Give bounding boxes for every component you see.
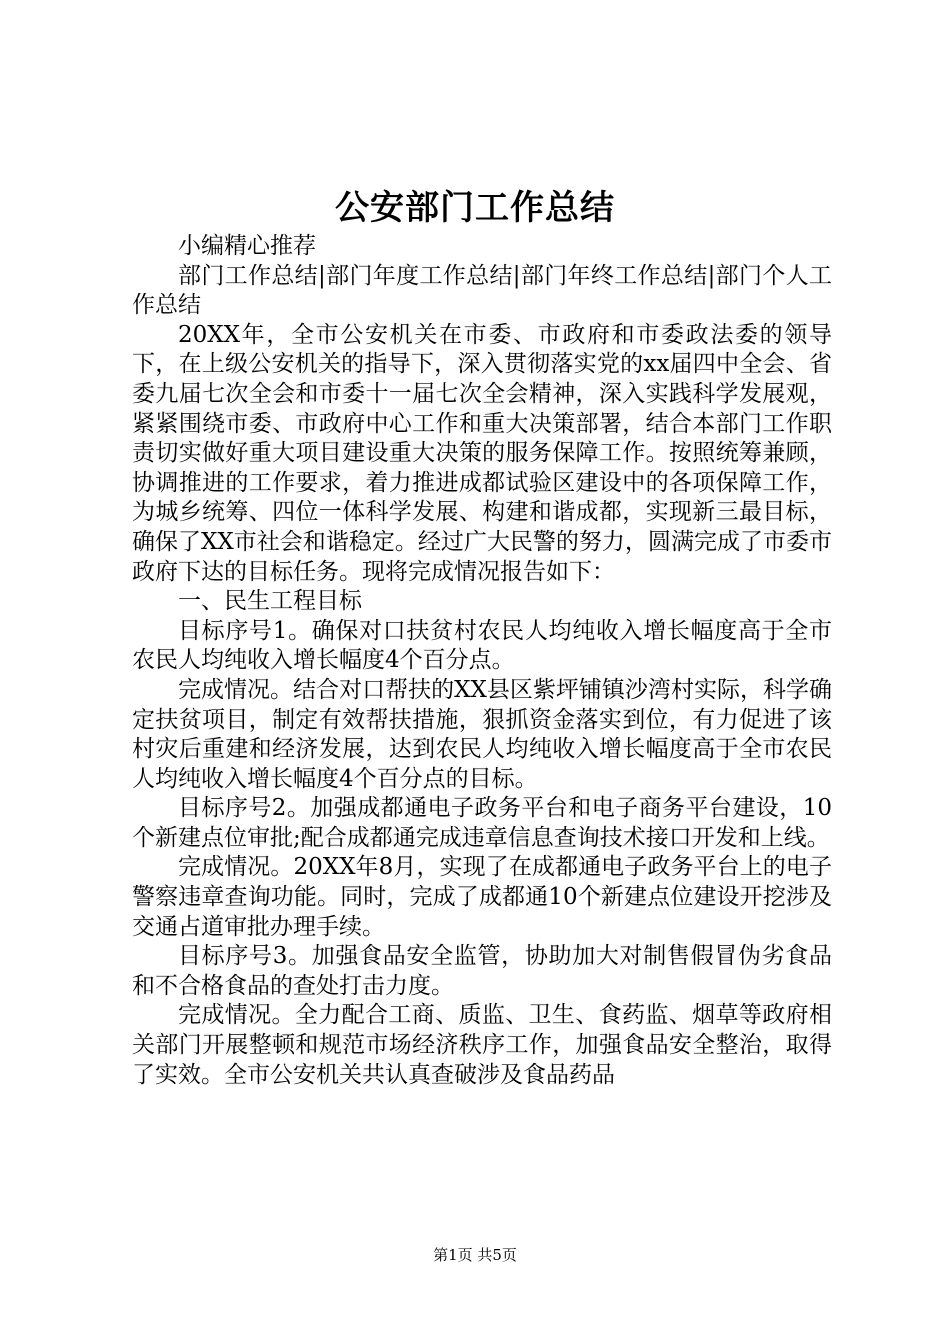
- paragraph-related-links: 部门工作总结|部门年度工作总结|部门年终工作总结|部门个人工作总结: [132, 262, 832, 319]
- paragraph-intro: 20XX年，全市公安机关在市委、市政府和市委政法委的领导下，在上级公安机关的指导下，深入贯彻落实党的xx届四中全会、省委九届七次全会和市委十一届七次全会精神，深入实践科学发展观，紧紧围绕市委、市政府中心工作和重大决策部署，结合本部门工作职责切实做好重大项目建设重大决策的服务保障工作。按照统筹兼顾，协调推进的工作要求，着力推进成都试验区建设中的各项保障工作，为城乡统筹、四位一体科学发展、构建和谐成都，实现新三最目标，确保了XX市社会和谐稳定。经过广大民警的努力，圆满完成了市委市政府下达的目标任务。现将完成情况报告如下：: [132, 321, 832, 585]
- paragraph-result-1: 完成情况。结合对口帮扶的XX县区紫坪铺镇沙湾村实际，科学确定扶贫项目，制定有效帮扶措施，狠抓资金落实到位，有力促进了该村灾后重建和经济发展，达到农民人均纯收入增长幅度高于全市农民人均纯收入增长幅度4个百分点的目标。: [132, 676, 832, 792]
- paragraph-result-3: 完成情况。全力配合工商、质监、卫生、食药监、烟草等政府相关部门开展整顿和规范市场经济秩序工作，加强食品安全整治，取得了实效。全市公安机关共认真查破涉及食品药品: [132, 1002, 832, 1088]
- paragraph-goal-3: 目标序号3。加强食品安全监管，协助加大对制售假冒伪劣食品和不合格食品的查处打击力度。: [132, 943, 832, 999]
- document-body: [132, 232, 832, 1090]
- paragraph-goal-1: 目标序号1。确保对口扶贫村农民人均纯收入增长幅度高于全市农民人均纯收入增长幅度4个百分点。: [132, 617, 832, 674]
- paragraph-result-2: 完成情况。20XX年8月，实现了在成都通电子政务平台上的电子警察违章查询功能。同时，完成了成都通10个新建点位建设开挖涉及交通占道审批办理手续。: [132, 854, 832, 940]
- paragraph-recommend: 小编精心推荐: [178, 233, 316, 259]
- page-number: 第1页 共5页: [433, 1246, 517, 1264]
- section-heading-livelihood: 一、民生工程目标: [178, 588, 362, 615]
- paragraph-goal-2: 目标序号2。加强成都通电子政务平台和电子商务平台建设，10个新建点位审批;配合成都通完成违章信息查询技术接口开发和上线。: [132, 795, 832, 851]
- document-title: 公安部门工作总结: [335, 188, 615, 228]
